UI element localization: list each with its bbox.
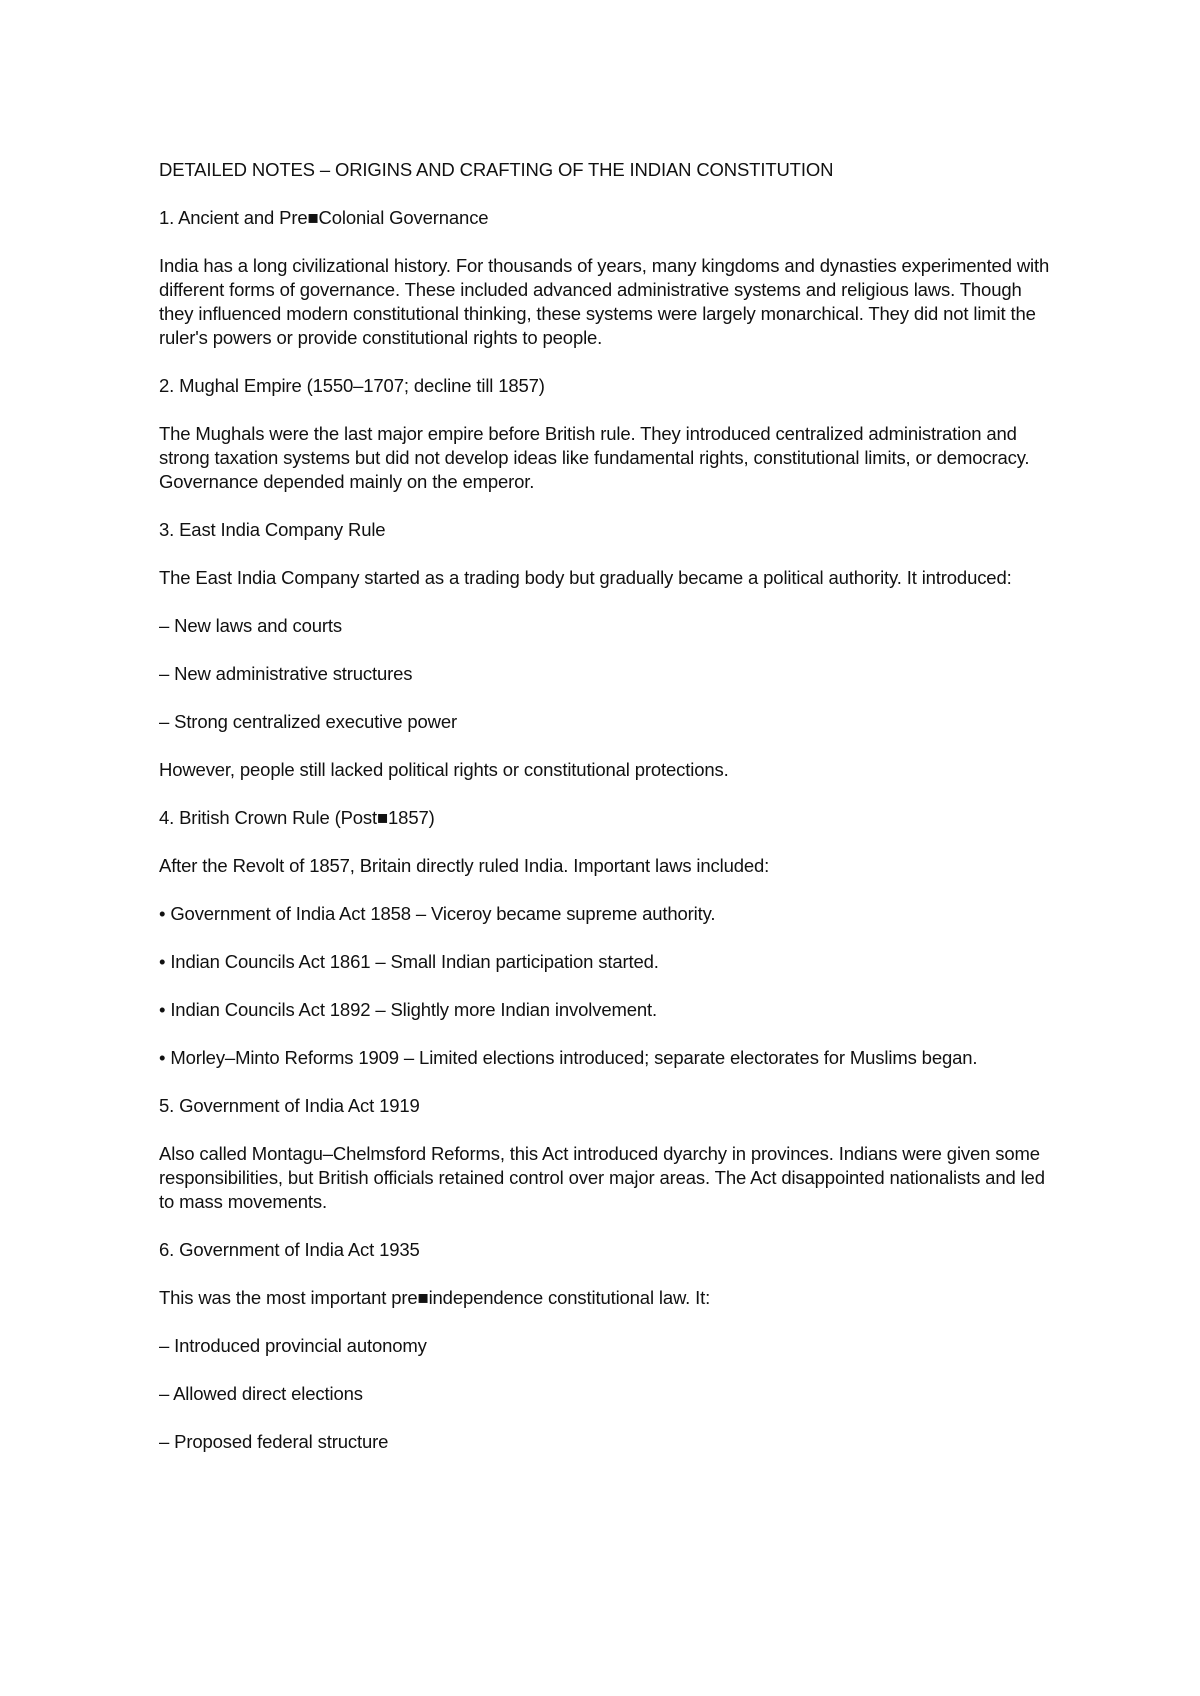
list-item: – Allowed direct elections [159, 1383, 363, 1404]
section-heading-act-1919: 5. Government of India Act 1919 [159, 1095, 420, 1116]
list-item: • Government of India Act 1858 – Viceroy became supreme authority. [159, 903, 716, 924]
list-item: – New laws and courts [159, 615, 342, 636]
section-heading-company: 3. East India Company Rule [159, 519, 386, 540]
section-heading-act-1935: 6. Government of India Act 1935 [159, 1239, 420, 1260]
list-item: – Introduced provincial autonomy [159, 1335, 427, 1356]
section-heading-ancient: 1. Ancient and Pre■Colonial Governance [159, 207, 489, 228]
paragraph-company-conclusion: However, people still lacked political rights or constitutional protections. [159, 759, 729, 780]
paragraph-mughal: The Mughals were the last major empire before British rule. They introduced centralized administration and strong taxation systems but did not develop ideas like fundamental rights, constitutional limits, or democracy. Governance depended mainly on the emperor. [159, 423, 1030, 492]
document-title: DETAILED NOTES – ORIGINS AND CRAFTING OF THE INDIAN CONSTITUTION [159, 159, 834, 180]
paragraph-company: The East India Company started as a trading body but gradually became a political authority. It introduced: [159, 567, 1012, 588]
list-item: – Strong centralized executive power [159, 711, 457, 732]
section-heading-mughal: 2. Mughal Empire (1550–1707; decline till 1857) [159, 375, 545, 396]
list-item: – Proposed federal structure [159, 1431, 389, 1452]
document-body [159, 158, 1059, 1478]
list-item: • Indian Councils Act 1861 – Small Indian participation started. [159, 951, 659, 972]
section-heading-crown: 4. British Crown Rule (Post■1857) [159, 807, 435, 828]
paragraph-act-1935: This was the most important pre■independence constitutional law. It: [159, 1287, 711, 1308]
list-item: • Morley–Minto Reforms 1909 – Limited elections introduced; separate electorates for Muslims began. [159, 1047, 978, 1068]
list-item: – New administrative structures [159, 663, 413, 684]
paragraph-ancient: India has a long civilizational history. For thousands of years, many kingdoms and dynasties experimented with different forms of governance. These included advanced administrative systems and religious laws. Though they influenced modern constitutional thinking, these systems were largely monarchical. They did not limit the ruler's powers or provide constitutional rights to people. [159, 255, 1050, 348]
paragraph-act-1919: Also called Montagu–Chelmsford Reforms, this Act introduced dyarchy in provinces. Indians were given some responsibilities, but British officials retained control over major areas. The Act disappointed nationalists and led to mass movements. [159, 1143, 1045, 1212]
list-item: • Indian Councils Act 1892 – Slightly more Indian involvement. [159, 999, 657, 1020]
paragraph-crown: After the Revolt of 1857, Britain directly ruled India. Important laws included: [159, 855, 770, 876]
